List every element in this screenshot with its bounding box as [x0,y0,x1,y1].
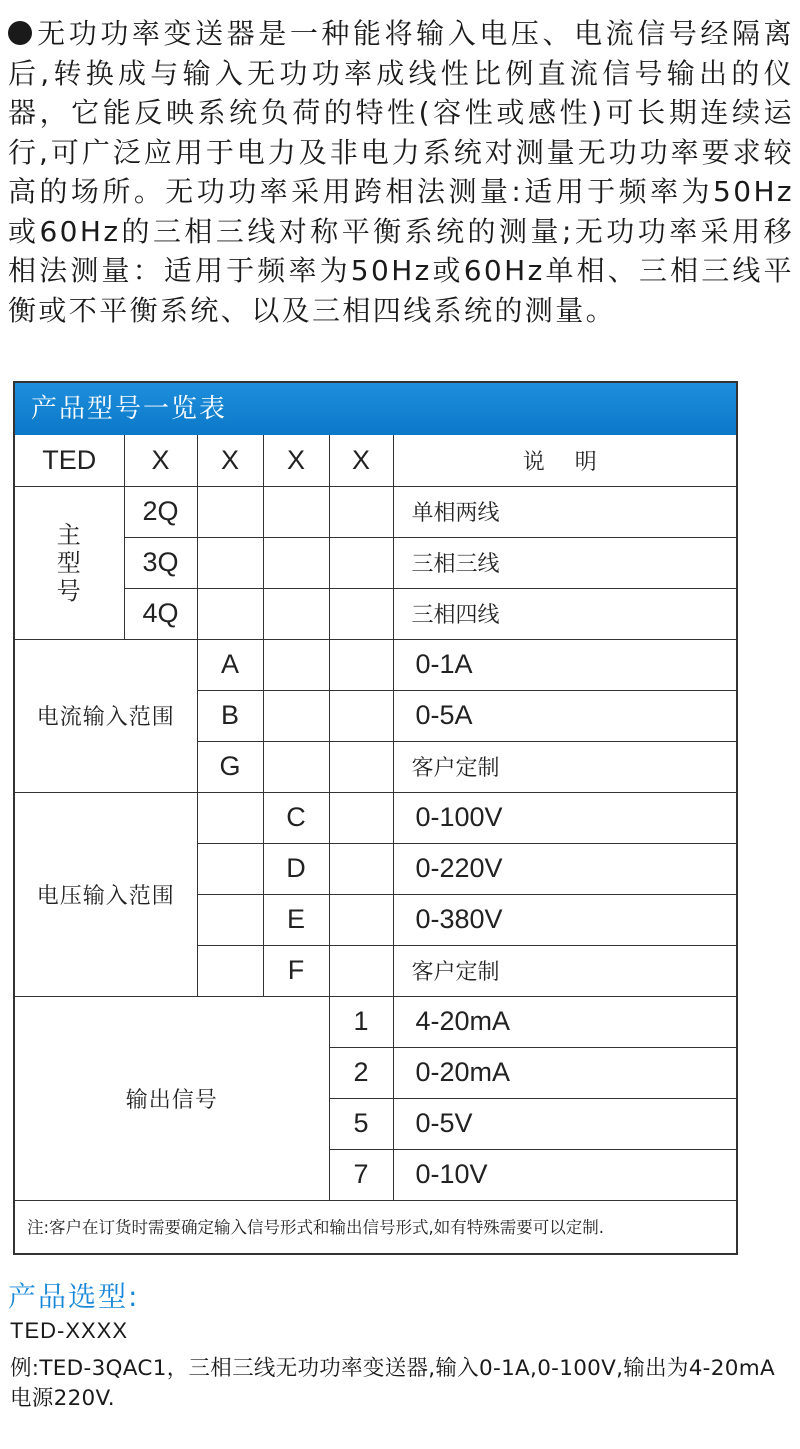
current-desc: 0-5A [393,690,736,741]
header-x4: X [329,435,393,486]
output-code: 5 [329,1098,393,1149]
table-row [15,537,736,588]
output-code: 2 [329,1047,393,1098]
bullet-icon [8,21,32,45]
current-code: B [197,690,263,741]
note-row [15,1200,736,1251]
model-grid [15,435,736,1251]
voltage-code: F [263,945,329,996]
voltage-code: E [263,894,329,945]
output-desc: 0-20mA [393,1047,736,1098]
current-code: G [197,741,263,792]
output-desc: 0-5V [393,1098,736,1149]
output-signal-label: 输出信号 [15,996,329,1200]
main-model-code: 3Q [124,537,197,588]
header-prefix: TED [15,435,124,486]
intro-paragraph [8,14,794,330]
header-row [15,435,736,486]
current-desc: 0-1A [393,639,736,690]
selection-model: TED-XXXX [10,1318,129,1343]
output-code: 7 [329,1149,393,1200]
voltage-code: C [263,792,329,843]
main-model-code: 4Q [124,588,197,639]
selection-example: 例:TED-3QAC1，三相三线无功功率变送器,输入0-1A,0-100V,输出为4-20mA电源220V. [10,1356,775,1411]
voltage-desc: 0-380V [393,894,736,945]
main-model-desc: 单相两线 [393,486,736,537]
output-desc: 4-20mA [393,996,736,1047]
table-row [15,792,736,843]
main-model-desc: 三相三线 [393,537,736,588]
header-x2: X [197,435,263,486]
main-model-code: 2Q [124,486,197,537]
table-row [15,996,736,1047]
table-row [15,639,736,690]
voltage-desc: 0-220V [393,843,736,894]
output-desc: 0-10V [393,1149,736,1200]
voltage-input-label: 电压输入范围 [15,792,197,996]
voltage-desc: 0-100V [393,792,736,843]
selection-title: 产品选型: [8,1280,140,1313]
header-description: 说明 [393,435,736,486]
current-input-label: 电流输入范围 [15,639,197,792]
table-row [15,588,736,639]
intro-text: 无功功率变送器是一种能将输入电压、电流信号经隔离后,转换成与输入无功功率成线性比例直流信号输出的仪器，它能反映系统负荷的特性(容性或感性)可长期连续运行,可广泛应用于电力及非电力系统对测量无功功率要求较高的场所。无功功率采用跨相法测量:适用于频率为50Hz或60Hz的三相三线对称平衡系统的测量;无功功率采用移相法测量：适用于频率为50Hz或60Hz单相、三相三线平衡或不平衡系统、以及三相四线系统的测量。 [8,17,794,327]
header-x1: X [124,435,197,486]
table-row [15,486,736,537]
current-code: A [197,639,263,690]
voltage-code: D [263,843,329,894]
current-desc: 客户定制 [393,741,736,792]
voltage-desc: 客户定制 [393,945,736,996]
header-x3: X [263,435,329,486]
output-code: 1 [329,996,393,1047]
table-note: 注:客户在订货时需要确定输入信号形式和输出信号形式,如有特殊需要可以定制. [15,1200,736,1251]
main-model-desc: 三相四线 [393,588,736,639]
main-model-label: 主型号 [15,486,124,639]
model-table [13,381,738,1255]
table-title: 产品型号一览表 [15,383,736,435]
